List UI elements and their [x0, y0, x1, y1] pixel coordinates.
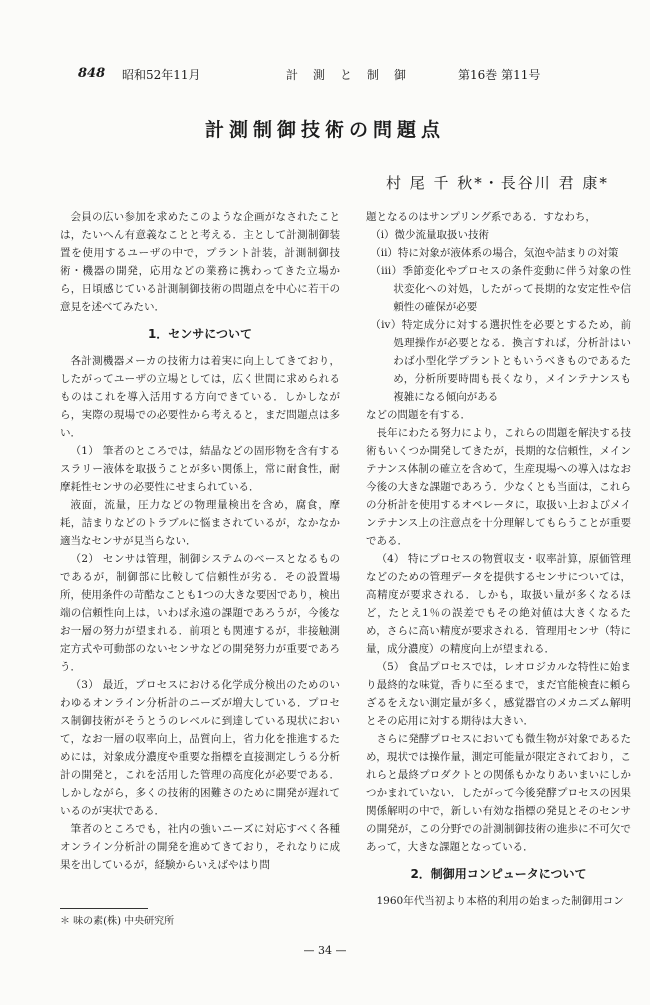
issue-date: 昭和52年11月 [122, 68, 201, 82]
section-heading-sensors: 1．センサについて [147, 327, 253, 341]
intro-paragraph: 会員の広い参加を求めたこのような企画がなされたことは，たいへん有意義なことと考える．主として計測制御装置を使用するユーザの中で，プラント計装，計測制御技術・機器の開発，応用などの業務に携わってきた立場から，日頃感じている計測制御技術の問題点を中心に若干の意見を述べてみたい． [60, 211, 340, 313]
footnote-divider [60, 908, 148, 909]
list-item: （ⅲ）季節変化やプロセスの条件変動に伴う対象の性状変化への対処，したがって長期的な安定性や信頼性の確保が必要 [370, 265, 631, 313]
paragraph: 各計測機器メーカの技術力は着実に向上してきており，したがってユーザの立場としては，広く世間に求められるものはこれを導入活用する方向できている．しかしながら，実際の現場での必要性から考えると，まだ問題点は多い． [60, 355, 340, 439]
paragraph: （2） センサは管理，制御システムのベースとなるものであるが，制御部に比較して信頼性が劣る．その設置場所，使用条件の苛酷なことも1つの大きな要因であり，検出端の信頼性向上は，いわば永遠の課題であろうが，今後なお一層の努力が望まれる．前項とも関連するが，非接触測定方式や可動部のないセンサなどの開発努力が重要であろう． [60, 553, 340, 673]
article-title: 計測制御技術の問題点 [204, 119, 445, 141]
paragraph: （1） 筆者のところでは，結晶などの固形物を含有するスラリー液体を取扱うことが多い関係上，常に耐食性，耐摩耗性センサの必要性にせまられている． [60, 445, 340, 493]
authors: 村 尾 千 秋*・長谷川 君 康* [386, 174, 609, 192]
paragraph: 長年にわたる努力により，これらの問題を解決する技術もいくつか開発してきたが，長期的な信頼性，メインテナンス体制の確立を含めて，生産現場への導入はなお今後の大きな課題であろう．少なくとも当面は，これらの分析計を使用するオペレータに，取扱い上およびメインテナンス上の注意点を十分理解してもらうことが重要である． [366, 427, 631, 547]
left-column [60, 208, 340, 874]
volume-issue: 第16巻 第11号 [458, 68, 541, 82]
page-number: 848 [78, 66, 106, 81]
paragraph: 筆者のところでも，社内の強いニーズに対応すべく各種オンライン分析計の開発を進めてきており，それなりに成果を出しているが，経験からいえばやはり問 [60, 823, 340, 871]
paragraph: （5） 食品プロセスでは，レオロジカルな特性に始まり最終的な味覚，香りに至るまで，まだ官能検査に頼らざるをえない測定量が多く，感覚器官のメカニズム解明とその応用に対する期待は大きい． [366, 661, 631, 727]
paragraph: （4） 特にプロセスの物質収支・収率計算，原価管理などのための管理データを提供するセンサについては，高精度が要求される．しかも，取扱い量が多くなるほど，たとえ1％の誤差でもその絶対値は大きくなるため，さらに高い精度が要求される．管理用センサ（特に量，成分濃度）の精度向上が望まれる． [366, 553, 631, 655]
footnote: ＊ 味の素(株) 中央研究所 [60, 916, 175, 927]
list-item: （ⅰ）微少流量取扱い技術 [370, 229, 490, 241]
paragraph: （3） 最近，プロセスにおける化学成分検出のためのいわゆるオンライン分析計のニーズが増大している．プロセス制御技術がそうとうのレベルに到達している現状において，なお一層の収率向上，品質向上，省力化を推進するためには，対象成分濃度や重要な指標を直接測定しうる分析計の開発と，これを活用した管理の高度化が必要である．しかしながら，多くの技術的困難さのために開発が遅れているのが実状である． [60, 679, 340, 817]
page-footer: — 34 — [303, 944, 347, 957]
journal-name: 計測と制御 [286, 68, 422, 82]
right-column [366, 208, 631, 910]
paragraph: 1960年代当初より本格的利用の始まった制御用コン [376, 895, 624, 907]
paragraph: 液面，流量，圧力などの物理量検出を含め，腐食，摩耗，詰まりなどのトラブルに悩まされているが，なかなか適当なセンサが見当らない． [60, 499, 340, 547]
paragraph: などの問題を有する． [366, 409, 471, 421]
list-item: （ⅱ）特に対象が液体系の場合，気泡や詰まりの対策 [370, 247, 619, 259]
list-item: （ⅳ）特定成分に対する選択性を必要とするため，前処理操作が必要となる．換言すれば，分析計はいわば小型化学プラントともいうべきものであるため，分析所要時間も長くなり，メインテナンスも複雑になる傾向がある [370, 319, 631, 403]
paragraph: さらに発酵プロセスにおいても微生物が対象であるため，現状では操作量，測定可能量が限定されており，これらと最終プロダクトとの関係もかなりあいまいにしかつかまれていない．したがって今後発酵プロセスの因果関係解明の中で，新しい有効な指標の発見とそのセンサの開発が，この分野での計測制御技術の進歩に不可欠であって，大きな課題となっている． [366, 733, 631, 853]
paragraph: 題となるのはサンプリング系である．すなわち， [366, 211, 596, 223]
section-heading-computers: 2．制御用コンピュータについて [410, 867, 587, 881]
